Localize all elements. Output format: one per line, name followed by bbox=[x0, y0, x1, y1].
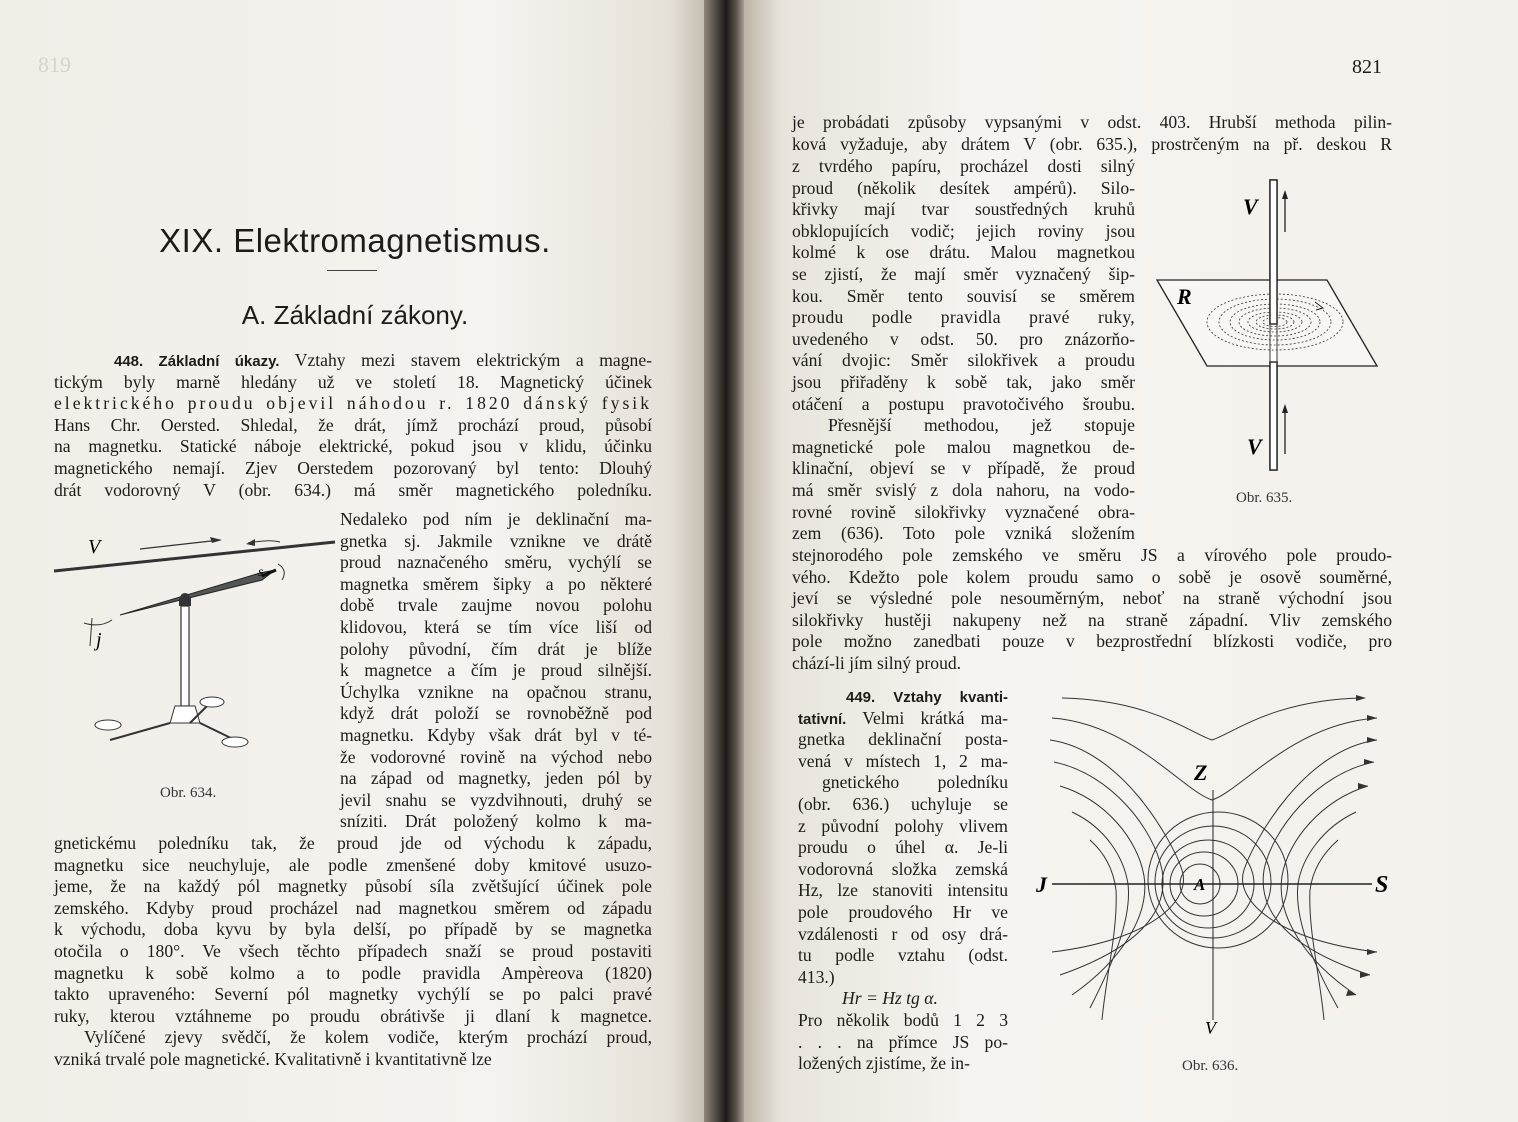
field-lines-inner-loops bbox=[1148, 812, 1288, 948]
paragraph-448: 448. Základní úkazy. Vztahy mezi stavem elektrickým a magne- tickým byly marně hledány už ve století 18. Magnetický účinek elektrického proudu objevil náhodou r. 1820 dánský fysik Hans Chr. Oersted. Shledal, že drát, jímž prochází proud, působí na magnetku. Statické náboje elektrické, pokud jsou v klidu, účinku magnetického nemají. Zjev Oerstedem pozorovaný byl tento: Dlouhý drát vodorovný V (obr. 634.) má směr magnetického poledníku. bbox=[54, 350, 652, 500]
figure-635 bbox=[1155, 172, 1385, 482]
caption-636: Obr. 636. bbox=[1182, 1058, 1239, 1074]
current-arrow-head bbox=[210, 537, 222, 543]
left-page: 819 XIX. Elektromagnetismus. A. Základní zákony. 448. Základní úkazy. Vztahy mezi stavem elektrickým a magne- tickým byly marně hledány už ve století 18. Magnetický účinek elektrického proudu objevil náhodou r. 1820 dánský fysik Hans Chr. Oersted. Shledal, že drát, jímž prochází proud, působí na magnetku. Statické náboje elektrické, pokud jsou v klidu, účinku magnetického nemají. Zjev Oerstedem pozorovaný byl tento: Dlouhý drát vodorovný V (obr. 634.) má směr magnetického poledníku. Nedaleko pod ním je deklinační ma- gnetka sj. Jakmile vznikne ve drátě proud naznačeného směru, vychýlí se magnetka směrem šipky a po některé době trvale zaujme novou polohu klidovou, která se tím více liší od polohy původní, čím drát je blíže k magnetce a čím je proud silnější. Úchylka vznikne na opačnou stranu, když drát položí se rovnoběžně pod magnetku. Kdyby však drát byl v té- že vodorovné rovině na východ nebo na západ od magnetky, jeden pól by jevil snahu se vyzdvihnouti, druhý se sníziti. Drát položený kolmo k ma- gnetickému poledníku tak, že proud jde od východu k západu, magnetku sice neuchyluje, ale podle zmenšené doby kmitové usuzo- jeme, že na každý pól magnetky působí síla zvětšující účinek pole zemského. Kdyby proud procházel nad magnetkou směrem od západu k východu, doba kyvu by byla delší, po případě by se magnetka otočila o 180°. Ve všech těchto případech snaží se proud postaviti magnetku k sobě kolmo a to podle pravidla Ampèreova (1820) takto upraveného: Severní pól magnetky vychýlí se po palci pravé ruky, kterou vztáhneme po proudu obrátivše ji dlaní k magnetce. Vylíčené zjevy svědčí, že kolem vodiče, kterým prochází proud, vzniká trvalé pole magnetické. Kvalitativně i kvantitativně lze V s j Obr. 634. bbox=[0, 0, 712, 1122]
para448-bottom: gnetickému poledníku tak, že proud jde od východu k západu, magnetku sice neuchyluje, ale podle zmenšené doby kmitové usuzo- jeme, že na každý pól magnetky působí síla zvětšující účinek pole zemského. Kdyby proud procházel nad magnetkou směrem od západu k východu, doba kyvu by byla delší, po případě by se magnetka otočila o 180°. Ve všech těchto případech snaží se proud postaviti magnetku k sobě kolmo a to podle pravidla Ampèreova (1820) takto upraveného: Severní pól magnetky vychýlí se po palci pravé ruky, kterou vztáhneme po proudu obrátivše ji dlaní k magnetce. Vylíčené zjevy svědčí, že kolem vodiče, kterým prochází proud, vzniká trvalé pole magnetické. Kvalitativně i kvantitativně lze bbox=[54, 833, 652, 1069]
para448-heading: 448. Základní úkazy. bbox=[114, 353, 280, 370]
caption-634: Obr. 634. bbox=[160, 785, 217, 801]
label-v: V bbox=[1205, 1018, 1216, 1038]
right-top-text: je probádati způsoby vypsanými v odst. 403. Hrubší methoda pilin- ková vyžaduje, aby drátem V (obr. 635.), prostrčeným na př. deskou R bbox=[792, 112, 1392, 154]
chapter-title: XIX. Elektromagnetismus. bbox=[159, 222, 551, 259]
label-j: J bbox=[1036, 872, 1047, 897]
label-a: A bbox=[1194, 875, 1206, 894]
page-number: 821 bbox=[1352, 56, 1382, 78]
label-z: Z bbox=[1194, 760, 1208, 785]
label-s: S bbox=[1375, 872, 1389, 898]
para448-side-column: Nedaleko pod ním je deklinační ma- gnetka sj. Jakmile vznikne ve drátě proud naznačeného směru, vychýlí se magnetka směrem šipky a po některé době trvale zaujme novou polohu klidovou, která se tím více liší od polohy původní, čím drát je blíže k magnetce a čím je proud silnější. Úchylka vznikne na opačnou stranu, když drát položí se rovnoběžně pod magnetku. Kdyby však drát byl v té- že vodorovné rovině na východ nebo na západ od magnetky, jeden pól by jevil snahu se vyzdvihnouti, druhý se sníziti. Drát položený kolmo k ma- bbox=[340, 509, 652, 832]
caption-635: Obr. 635. bbox=[1236, 490, 1293, 506]
figure-634 bbox=[50, 528, 340, 768]
label-j: j bbox=[96, 629, 102, 651]
right-side-column: z tvrdého papíru, procházel dosti silný proud (několik desítek ampérů). Silo- křivky mají tvar soustředných kruhů obklopujících vodič; jejich roviny jsou kolmé k ose drátu. Malou magnetkou se zjistí, že mají směr vyznačený šip- kou. Směr tento souvisí se směrem proudu podle pravidla pravé ruky, uvedeného v odst. 50. pro znázorňo- vání dvojic: Směr silokřivek a proudu jsou přiřaděny k sobě tak, jako směr otáčení a postupu pravotočivého šroubu. Přesnější methodou, jež stopuje magnetické pole malou magnetkou de- klinační, objeví se v případě, že proud má směr svislý z dola nahoru, na vodo- rovné rovině silokřivky vyznačené obra- zem (636). Toto pole vzniká složením bbox=[792, 156, 1135, 544]
label-s: s bbox=[258, 565, 264, 580]
stand-pillar bbox=[181, 606, 189, 706]
figure-636 bbox=[1032, 690, 1402, 1038]
section-title: A. Základní zákony. bbox=[241, 300, 469, 330]
label-v-bottom: V bbox=[1247, 434, 1262, 459]
paragraph-449: 449. Vztahy kvanti- tativní. Velmi krátká ma- gnetka deklinační posta- vená v místech 1, 2 ma- gnetického poledníku (obr. 636.) uchyluje se z původní polohy vlivem proudu o úhel α. Je-li vodorovná složka zemská Hz, lze stanoviti intensitu pole proudového Hr ve vzdálenosti r od osy drá- tu podle vztahu (odst. 413.) Hr = Hz tg α. Pro několik bodů 1 2 3 . . . na přímce JS po- ložených zjistíme, že in- bbox=[798, 689, 1008, 1074]
title-divider bbox=[327, 270, 377, 271]
label-v: V bbox=[88, 536, 101, 558]
label-r: R bbox=[1177, 284, 1192, 309]
compass-needle bbox=[120, 570, 275, 615]
label-v-top: V bbox=[1243, 194, 1258, 219]
current-arrow-line bbox=[140, 540, 220, 549]
right-mid-text: stejnorodého pole zemského ve směru JS a vírového pole proudo- vého. Kdežto pole kolem proudu samo o sobě je osově souměrné, jeví se výsledné pole nesouměrným, neboť na straně východní jsou silokřivky hustěji nakupeny než na straně západní. Vliv zemského pole možno zanedbati pouze v bezprostřední blízkosti vodiče, pro chází-li jím silný proud. bbox=[792, 545, 1392, 673]
book-gutter bbox=[704, 0, 744, 1122]
para449-heading: 449. Vztahy kvanti- bbox=[846, 689, 1008, 706]
